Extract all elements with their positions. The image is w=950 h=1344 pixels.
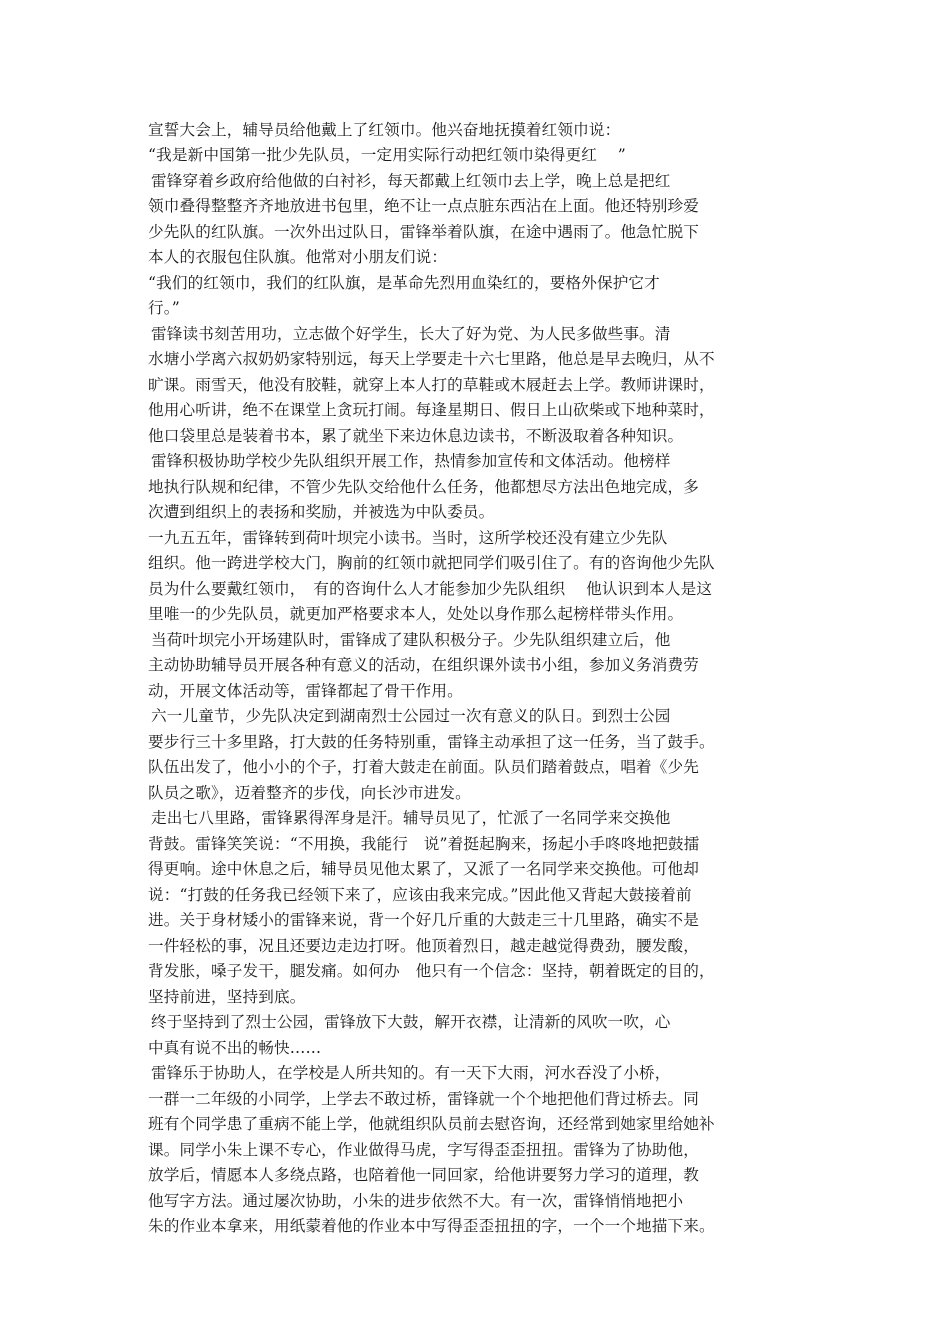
text-line: 得更响。途中休息之后，辅导员见他太累了，又派了一名同学来交换他。可他却	[148, 860, 700, 878]
text-line: 进。关于身材矮小的雷锋来说，背一个好几斤重的大鼓走三十几里路，确实不是	[148, 911, 700, 929]
text-line: “我是新中国第一批少先队员，一定用实际行动把红领巾染得更红 ”	[148, 146, 626, 164]
text-line: 次遭到组织上的表扬和奖励，并被选为中队委员。	[148, 503, 495, 521]
text-line: 课。同学小朱上课不专心，作业做得马虎，字写得歪歪扭扭。雷锋为了协助他，	[148, 1141, 700, 1159]
text-line: 少先队的红队旗。一次外出过队日，雷锋举着队旗，在途中遇雨了。他急忙脱下	[148, 223, 700, 241]
text-line: 一九五五年，雷锋转到荷叶坝完小读书。当时，这所学校还没有建立少先队	[148, 529, 668, 547]
text-line: 背鼓。雷锋笑笑说：“不用换，我能行 说”着挺起胸来，扬起小手咚咚地把鼓擂	[148, 835, 700, 853]
text-line: 雷锋乐于协助人，在学校是人所共知的。有一天下大雨，河水吞没了小桥，	[151, 1064, 671, 1082]
text-line: 坚持前进，坚持到底。	[148, 988, 306, 1006]
text-line: 雷锋读书刻苦用功，立志做个好学生，长大了好为党、为人民多做些事。清	[151, 325, 671, 343]
text-line: 当荷叶坝完小开场建队时，雷锋成了建队积极分子。少先队组织建立后，他	[151, 631, 671, 649]
text-line: 雷锋积极协助学校少先队组织开展工作，热情参加宣传和文体活动。他榜样	[151, 452, 671, 470]
text-line: 他口袋里总是装着书本，累了就坐下来边休息边读书，不断汲取着各种知识。	[148, 427, 684, 445]
text-line: 雷锋穿着乡政府给他做的白衬衫，每天都戴上红领巾去上学，晚上总是把红	[151, 172, 671, 190]
text-line: 组织。他一跨进学校大门，胸前的红领巾就把同学们吸引住了。有的咨询他少先队	[148, 554, 715, 572]
text-line: 领巾叠得整整齐齐地放进书包里，绝不让一点点脏东西沾在上面。他还特别珍爱	[148, 197, 700, 215]
text-line: 说：“打鼓的任务我已经领下来了，应该由我来完成。”因此他又背起大鼓接着前	[148, 886, 692, 904]
text-line: 背发胀，嗓子发干，腿发痛。如何办 他只有一个信念：坚持，朝着既定的目的，	[148, 962, 715, 980]
text-line: 一件轻松的事，况且还要边走边打呀。他顶着烈日，越走越觉得费劲，腰发酸，	[148, 937, 700, 955]
text-line: 本人的衣服包住队旗。他常对小朋友们说：	[148, 248, 448, 266]
text-line: 里唯一的少先队员，就更加严格要求本人，处处以身作那么起榜样带头作用。	[148, 605, 684, 623]
text-line: 终于坚持到了烈士公园，雷锋放下大鼓，解开衣襟，让清新的风吹一吹，心	[151, 1013, 671, 1031]
text-line: 六一儿童节，少先队决定到湖南烈士公园过一次有意义的队日。到烈士公园	[151, 707, 671, 725]
text-line: 走出七八里路，雷锋累得浑身是汗。辅导员见了，忙派了一名同学来交换他	[151, 809, 671, 827]
text-line: 主动协助辅导员开展各种有意义的活动，在组织课外读书小组，参加义务消费劳	[148, 656, 700, 674]
text-line: 队员之歌》，迈着整齐的步伐，向长沙市进发。	[148, 784, 471, 802]
text-line: 要步行三十多里路，打大鼓的任务特别重，雷锋主动承担了这一任务，当了鼓手。	[148, 733, 715, 751]
text-line: 朱的作业本拿来，用纸蒙着他的作业本中写得歪歪扭扭的字，一个一个地描下来。	[148, 1217, 715, 1235]
text-line: 中真有说不出的畅快……	[148, 1039, 322, 1057]
text-line: 地执行队规和纪律，不管少先队交给他什么任务，他都想尽方法出色地完成，多	[148, 478, 700, 496]
text-line: 他写字方法。通过屡次协助，小朱的进步依然不大。有一次，雷锋悄悄地把小	[148, 1192, 684, 1210]
text-line: 行。”	[148, 299, 180, 317]
text-line: 班有个同学患了重病不能上学，他就组织队员前去慰咨询，还经常到她家里给她补	[148, 1115, 715, 1133]
text-line: 动，开展文体活动等，雷锋都起了骨干作用。	[148, 682, 463, 700]
text-line: 员为什么要戴红领巾， 有的咨询什么人才能参加少先队组织 他认识到本人是这	[148, 580, 713, 598]
text-line: 旷课。雨雪天，他没有胶鞋，就穿上本人打的草鞋或木屐赶去上学。教师讲课时，	[148, 376, 715, 394]
text-line: 一群一二年级的小同学，上学去不敢过桥，雷锋就一个个地把他们背过桥去。同	[148, 1090, 700, 1108]
text-line: “我们的红领巾，我们的红队旗，是革命先烈用血染红的，要格外保护它才	[148, 274, 660, 292]
text-line: 水塘小学离六叔奶奶家特别远，每天上学要走十六七里路，他总是早去晚归，从不	[148, 350, 715, 368]
text-line: 放学后，情愿本人多绕点路，也陪着他一同回家，给他讲要努力学习的道理，教	[148, 1166, 700, 1184]
text-line: 他用心听讲，绝不在课堂上贪玩打闹。每逢星期日、假日上山砍柴或下地种菜时，	[148, 401, 715, 419]
text-line: 队伍出发了，他小小的个子，打着大鼓走在前面。队员们踏着鼓点，唱着《少先	[148, 758, 700, 776]
text-line: 宣誓大会上，辅导员给他戴上了红领巾。他兴奋地抚摸着红领巾说：	[148, 121, 621, 139]
